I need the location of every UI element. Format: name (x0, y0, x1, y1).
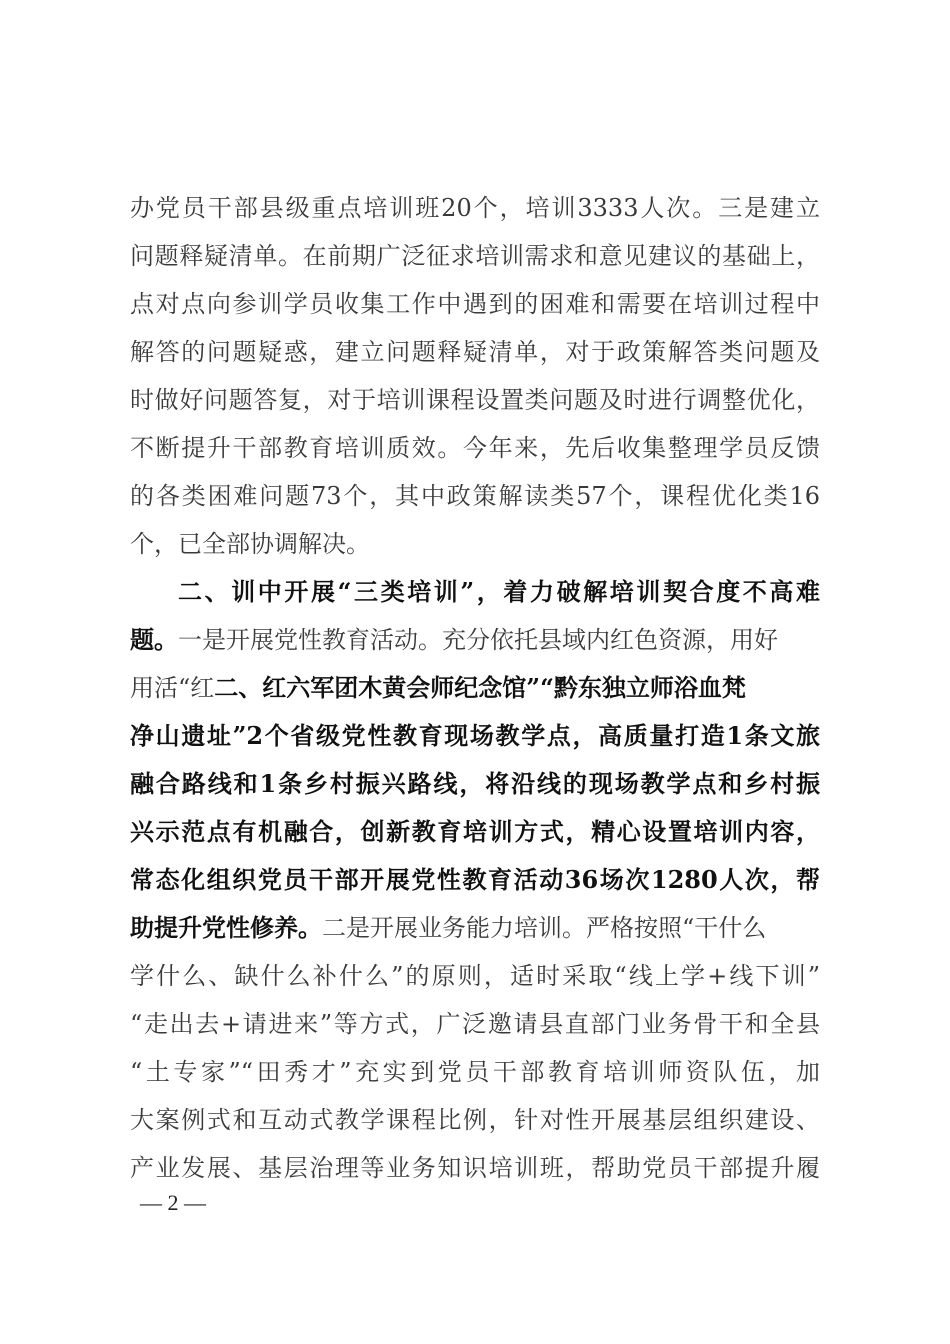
text-span: 一是开展党性教育活动。充分依托县域内红色资源，用好 (178, 626, 778, 654)
text-line: 学什么、缺什么补什么”的原则，适时采取“线上学+线下训” (130, 962, 820, 990)
page-number: — 2 — (140, 1190, 206, 1215)
text-line: 不断提升干部教育培训质效。今年来，先后收集整理学员反馈 (130, 434, 820, 462)
text-line: 大案例式和互动式教学课程比例，针对性开展基层组织建设、 (130, 1106, 820, 1134)
bold-line: 常态化组织党员干部开展党性教育活动36场次1280人次，帮 (130, 865, 820, 894)
text-line (130, 668, 820, 708)
text-span: 用活“红 (130, 674, 215, 702)
section-heading: 二、训中开展“三类培训”，着力破解培训契合度不高难 (178, 577, 820, 606)
text-line: 解答的问题疑惑，建立问题释疑清单，对于政策解答类问题及 (130, 338, 820, 366)
text-line: 问题释疑清单。在前期广泛征求培训需求和意见建议的基础上， (130, 242, 820, 270)
text-span: 二是开展业务能力培训。严格按照“干什么 (322, 914, 767, 942)
text-line: 产业发展、基层治理等业务知识培训班，帮助党员干部提升履 (130, 1154, 820, 1182)
text-line (130, 620, 820, 660)
bold-span: 二、红六军团木黄会师纪念馆”“黔东独立师浴血梵 (214, 673, 746, 702)
text-line: 点对点向参训学员收集工作中遇到的困难和需要在培训过程中 (130, 290, 820, 318)
heading-end: 题。 (130, 625, 178, 654)
text-line: 的各类困难问题73个，其中政策解读类57个，课程优化类16 (130, 482, 820, 510)
text-line (130, 908, 820, 948)
text-line: 个，已全部协调解决。 (130, 530, 370, 558)
text-line: 时做好问题答复，对于培训课程设置类问题及时进行调整优化， (130, 386, 820, 414)
bold-span: 助提升党性修养。 (130, 913, 322, 942)
text-line: “走出去+请进来”等方式，广泛邀请县直部门业务骨干和全县 (130, 1010, 820, 1038)
bold-line: 兴示范点有机融合，创新教育培训方式，精心设置培训内容， (130, 817, 820, 846)
text-line: “土专家”“田秀才”充实到党员干部教育培训师资队伍，加 (130, 1058, 820, 1086)
bold-line: 融合路线和1条乡村振兴路线，将沿线的现场教学点和乡村振 (130, 769, 820, 798)
text-line: 办党员干部县级重点培训班20个，培训3333人次。三是建立 (130, 194, 820, 222)
bold-line: 净山遗址”2个省级党性教育现场教学点，高质量打造1条文旅 (130, 721, 820, 750)
